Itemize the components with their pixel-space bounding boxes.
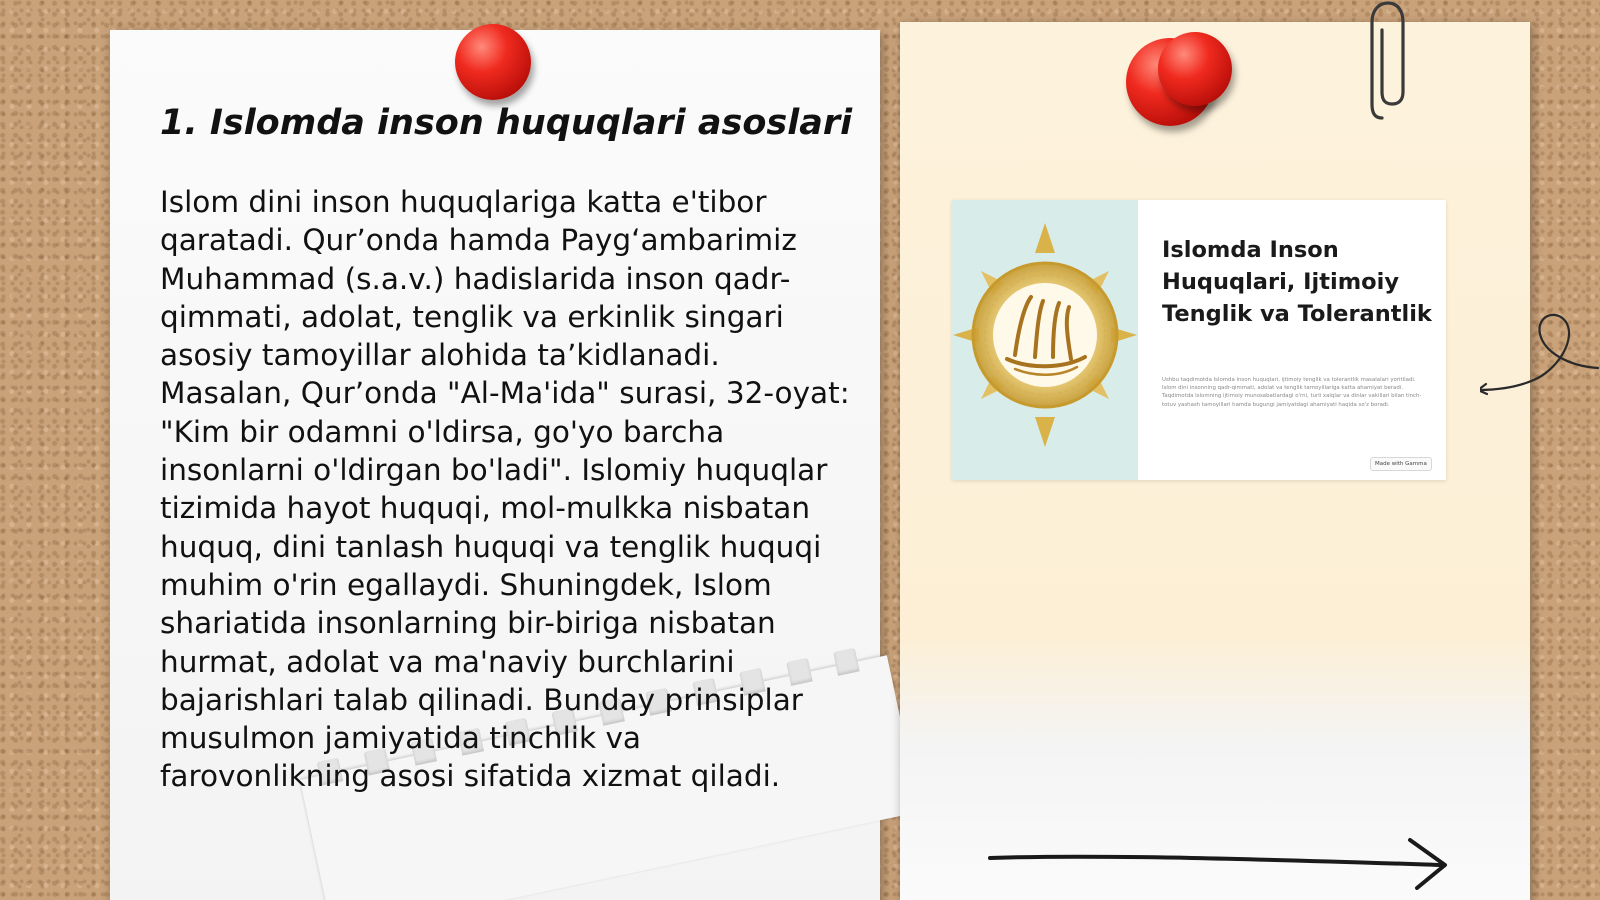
card-title: Islomda Inson Huquqlari, Ijtimoiy Tenglik va Tolerantlik bbox=[1162, 237, 1432, 327]
card-description: Ushbu taqdimotda Islomda inson huquqlari, ijtimoiy tenglik va tolerantlik masalalari yoritiladi. Islom dini insonning qadr-qimmati, adolat va tenglik tamoyillariga katta ahamiyat beradi. Taqdimotda Islomning ijtimoiy munosabatlardagi o'rni, turli xalqlar va dinlar vakillari bilan tinch-totuv yashash tamoyillari hamda bugungi jamiyatdagi ahamiyati haqida so'z boradi. bbox=[1162, 377, 1422, 408]
arabic-calligraphy-medallion-icon bbox=[952, 200, 1138, 480]
paperclip-icon bbox=[1368, 0, 1408, 125]
red-pushpin-icon bbox=[1158, 32, 1232, 106]
curly-arrow-icon bbox=[1480, 310, 1600, 410]
body-paragraph: Islom dini inson huquqlariga katta e'tibor qaratadi. Qur’onda hamda Payg‘ambarimiz Muhammad (s.a.v.) hadislarida inson qadr-qimmati, adolat, tenglik va erkinlik singari asosiy tamoyillar alohida ta’kidlanadi. Masalan, Qur’onda "Al-Ma'ida" surasi, 32-oyat: "Kim bir odamni o'ldirsa, go'yo barcha insonlarni o'ldirgan bo'ladi". Islomiy huquqlar tizimida hayot huquqi, mol-mulkka nisbatan huquq, dini tanlash huquqi va tenglik huquqi muhim o'rin egallaydi. Shuningdek, Islom shariatida insonlarning bir-biriga nisbatan hurmat, adolat va ma'naviy burchlarini bajarishlari talab qilinadi. Bunday prinsiplar musulmon jamiyatida tinchlik va farovonlikning asosi sifatida xizmat qiladi. bbox=[160, 185, 850, 794]
long-arrow-icon bbox=[985, 830, 1455, 890]
card-image bbox=[952, 200, 1138, 480]
red-pushpin-icon bbox=[455, 24, 531, 100]
made-with-badge[interactable]: Made with Gamma bbox=[1370, 457, 1432, 471]
presentation-preview-card[interactable] bbox=[952, 200, 1446, 480]
page-title: 1. Islomda inson huquqlari asoslari bbox=[160, 103, 853, 143]
